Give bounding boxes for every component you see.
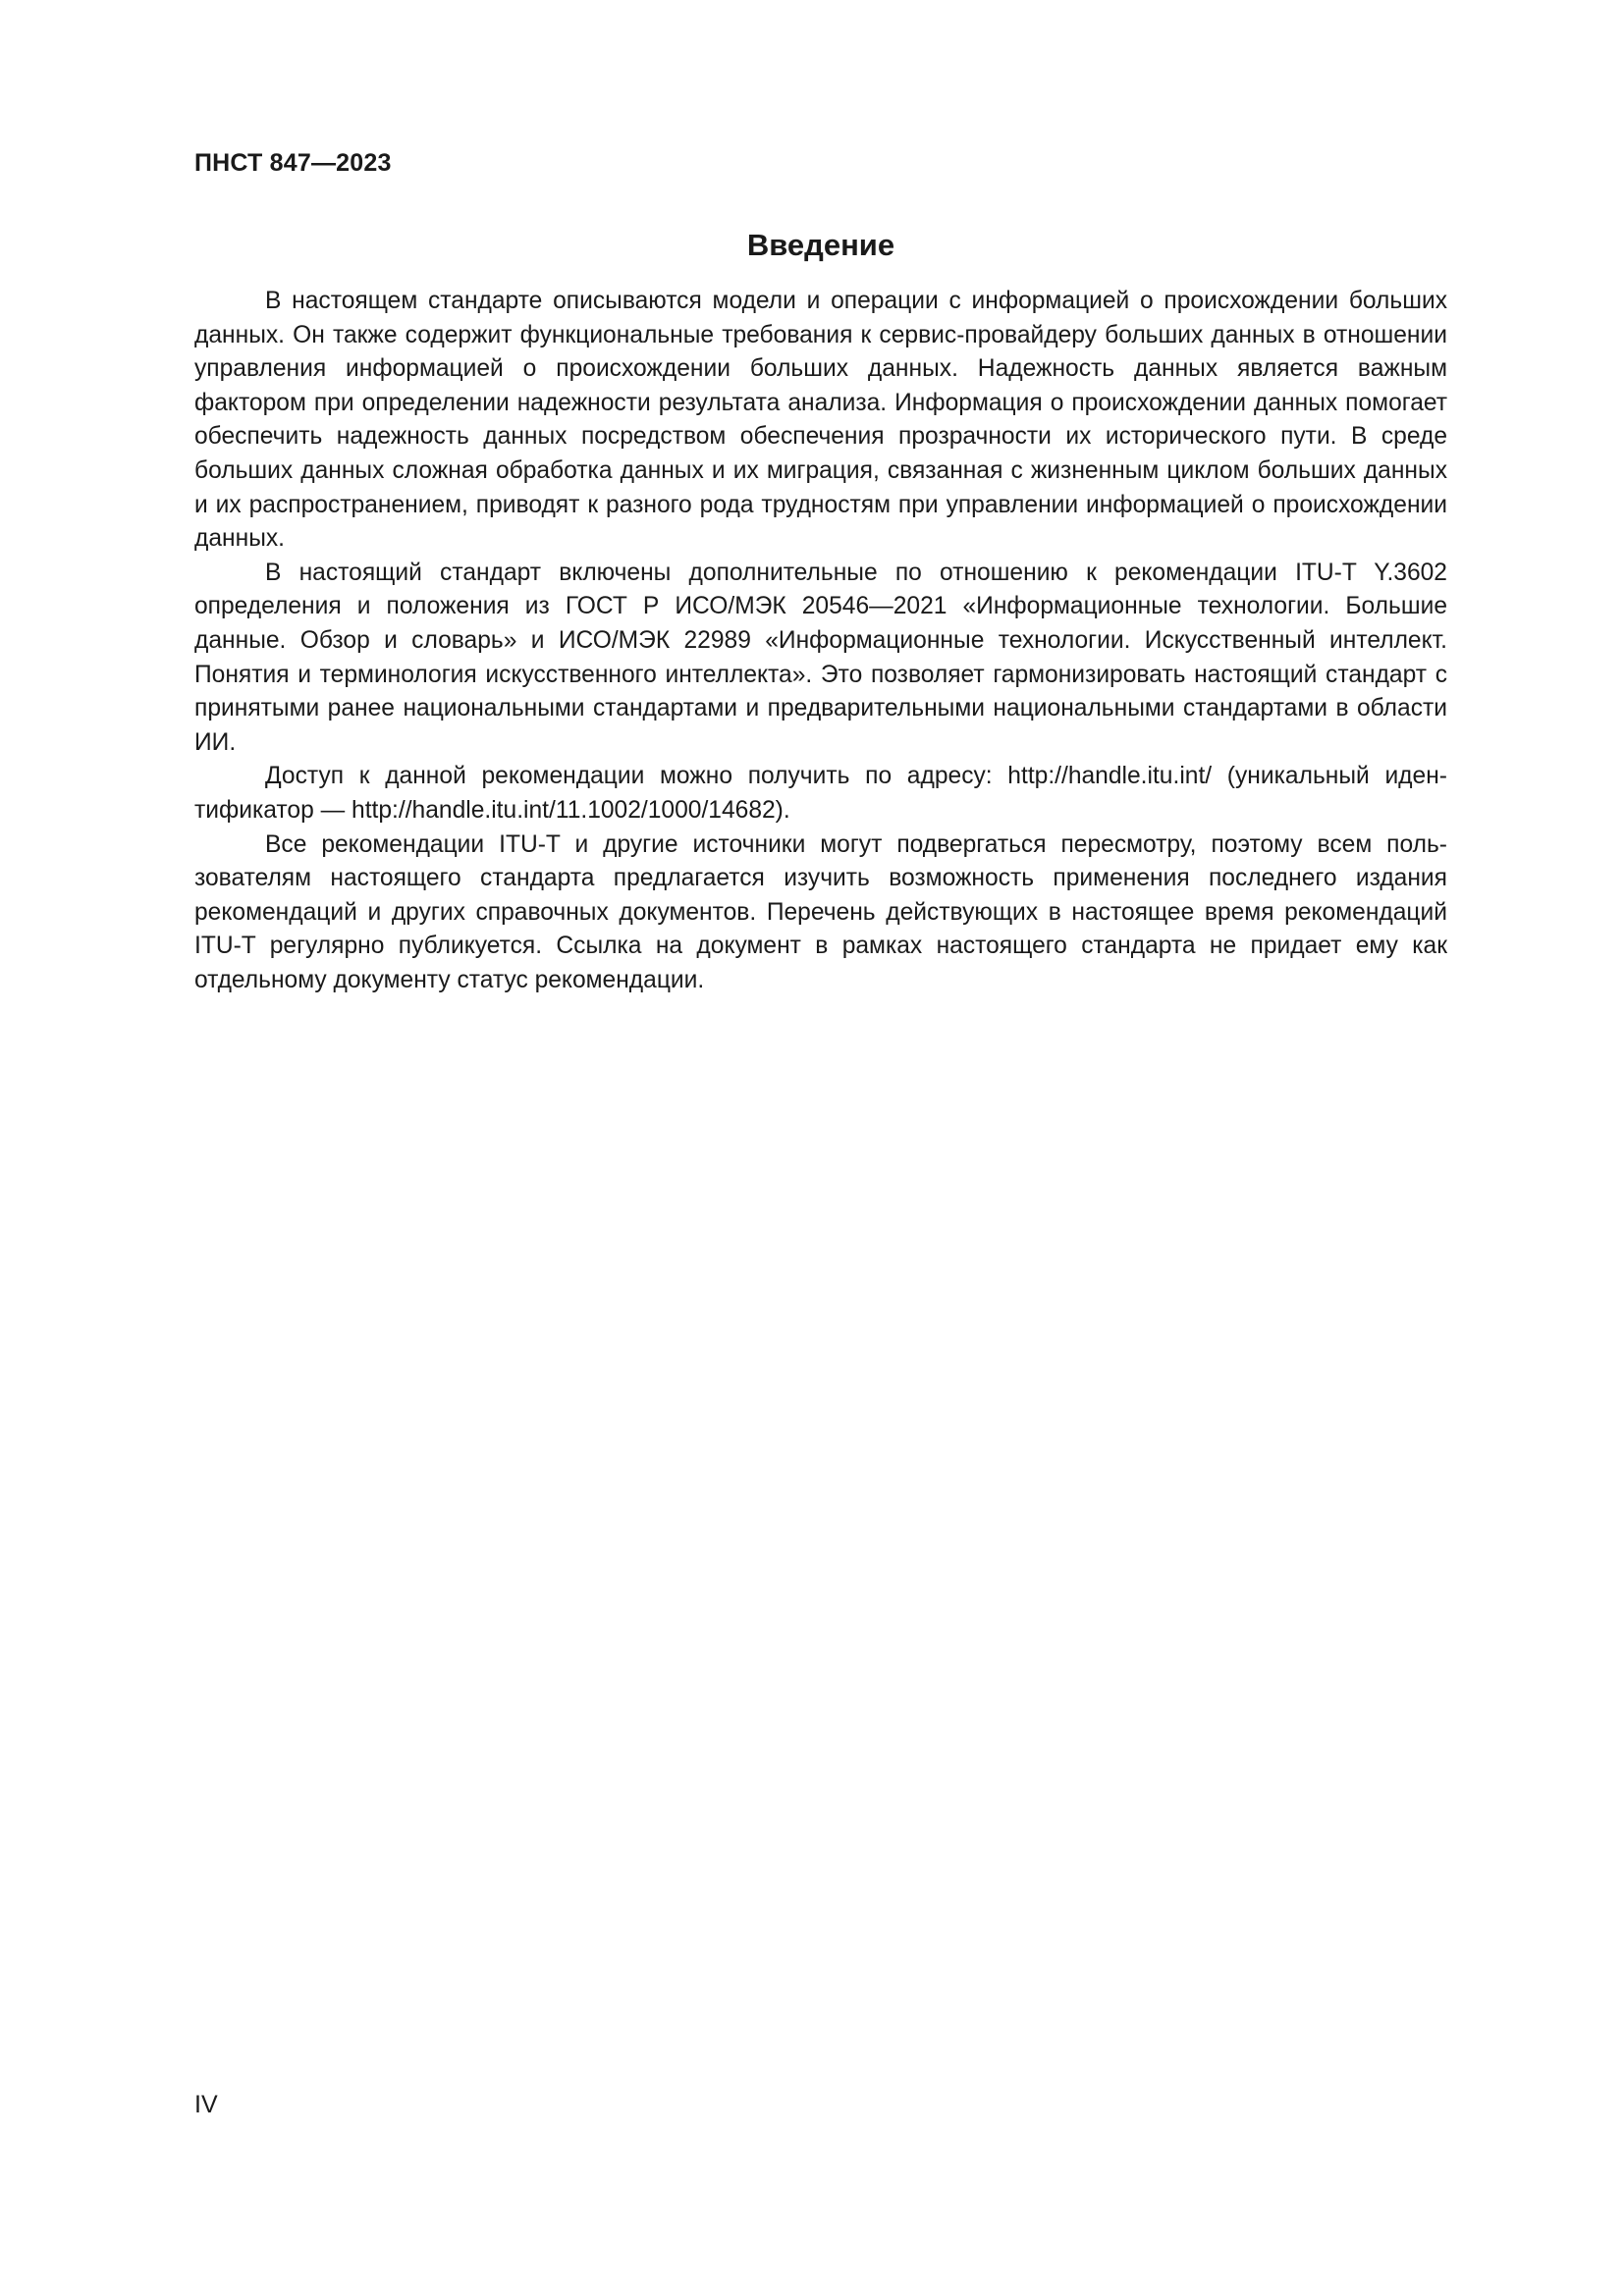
paragraph-3: Доступ к данной рекомендации можно получить по адресу: http://handle.itu.int/ (уникальный идентификатор — http://handle.itu.int/11.1002/1000/14682). xyxy=(194,763,1447,824)
paragraph-2: В настоящий стандарт включены дополнительные по отношению к рекомендации ITU-T Y.3602 определения и положения из ГОСТ Р ИСО/МЭК 20546—2021 «Информационные технологии. Большие данные. Обзор и словарь» и ИСО/МЭК 22989 «Информационные технологии. Искусственный интеллект. Понятия и терминология искусственного интеллекта». Это позволяет гармонизировать настоящий стандарт с принятыми ранее национальными стандартами и предварительными национальными стандартами в области ИИ. xyxy=(194,559,1447,756)
page-number: IV xyxy=(194,2091,218,2118)
introduction-body xyxy=(194,285,1447,997)
paragraph-1: В настоящем стандарте описываются модели и операции с информацией о происхождении больших данных. Он также содержит функциональные требования к сервис-провайдеру больших данных в отношении управления информацией о происхождении больших данных. Надежность данных является важным фактором при определении надежности результата анализа. Информация о происхождении данных помогает обеспечить надежность данных посредством обеспечения прозрачности их исторического пути. В среде больших данных сложная обработка данных и их миграция, связанная с жизненным циклом больших данных и их распространением, приводят к разного рода трудностям при управлении информацией о происхождении данных. xyxy=(194,288,1447,553)
paragraph-4: Все рекомендации ITU-T и другие источники могут подвергаться пересмотру, поэтому всем пользователям настоящего стандарта предлагается изучить возможность применения последнего издания рекомендаций и других справочных документов. Перечень действующих в настоящее время рекомендаций ITU-T регулярно публикуется. Ссылка на документ в рамках настоящего стандарта не придает ему как отдельному документу статус рекомендации. xyxy=(194,830,1447,993)
section-title: Введение xyxy=(746,228,895,262)
document-id: ПНСТ 847—2023 xyxy=(194,149,392,177)
